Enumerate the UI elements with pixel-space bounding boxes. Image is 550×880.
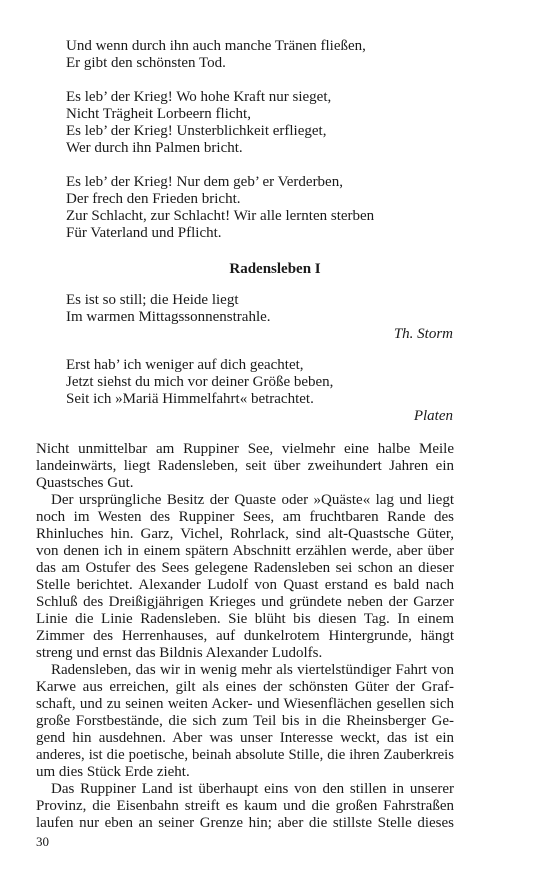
verse-line: Und wenn durch ihn auch manche Tränen fließen, xyxy=(66,38,366,54)
paragraph-line: Zimmer des Herrenhauses, auf dunkelrotem Hintergrunde, hängt xyxy=(36,628,454,644)
verse-line: Es leb’ der Krieg! Nur dem geb’ er Verderben, xyxy=(66,174,343,190)
epigraph-line: Jetzt siehst du mich vor deiner Größe beben, xyxy=(66,374,334,390)
paragraph-line: Schluß des Dreißigjährigen Krieges und gründete neben der Garzer xyxy=(36,594,454,610)
paragraph-line: streng und ernst das Bildnis Alexander Ludolfs. xyxy=(36,645,323,661)
paragraph-line: Der ursprüngliche Besitz der Quaste oder »Quäste« lag und liegt xyxy=(36,492,454,508)
verse-line: Zur Schlacht, zur Schlacht! Wir alle lernten sterben xyxy=(66,208,375,224)
paragraph-line: gend hin ausdehnen. Aber was unser Interesse weckt, das ist ein xyxy=(36,730,454,746)
paragraph-line: anderes, ist die poetische, beinah absolute Stille, die ihren Zauberkreis xyxy=(36,747,454,763)
paragraph-line: Rhinluches hin. Garz, Vichel, Rohrlack, sind alt-Quastsche Güter, xyxy=(36,526,454,542)
paragraph-line: das am Ostufer des Sees gelegene Radensleben sei schon an dieser xyxy=(36,560,454,576)
paragraph-line: laufen nur eben an seiner Grenze hin; aber die stillste Stelle dieses xyxy=(36,815,454,831)
epigraph-line: Seit ich »Mariä Himmelfahrt« betrachtet. xyxy=(66,391,314,407)
section-title: Radensleben I xyxy=(229,261,321,277)
verse-line: Der frech den Frieden bricht. xyxy=(66,191,241,207)
paragraph-line: landeinwärts, liegt Radensleben, seit über zweihundert Jahren ein xyxy=(36,458,454,474)
paragraph-line: um dies Stück Erde zieht. xyxy=(36,764,190,780)
paragraph-line: Karwe aus erreichen, gilt als eines der schönsten Güter der Graf- xyxy=(36,679,454,695)
verse-line: Er gibt den schönsten Tod. xyxy=(66,55,226,71)
verse-line: Für Vaterland und Pflicht. xyxy=(66,225,222,241)
verse-line: Es leb’ der Krieg! Wo hohe Kraft nur sieget, xyxy=(66,89,332,105)
page-number: 30 xyxy=(36,834,49,849)
verse-line: Wer durch ihn Palmen bricht. xyxy=(66,140,243,156)
epigraph-line: Im warmen Mittagssonnenstrahle. xyxy=(66,309,271,325)
paragraph-line: Stelle berichtet. Alexander Ludolf von Quast erstand es bald nach xyxy=(36,577,454,593)
paragraph-line: von denen ich in einem spätern Abschnitt erzählen werde, aber über xyxy=(36,543,454,559)
paragraph-line: Quastsches Gut. xyxy=(36,475,134,491)
paragraph-line: schaft, und zu seinen weiten Acker- und Wiesenflächen gesellen sich xyxy=(36,696,454,712)
paragraph-line: große Forstbestände, die sich zum Teil bis in die Rheinsberger Ge- xyxy=(36,713,454,729)
verse-line: Nicht Trägheit Lorbeern flicht, xyxy=(66,106,251,122)
epigraph-line: Es ist so still; die Heide liegt xyxy=(66,292,239,308)
paragraph-line: Linie die Linie Radensleben. Sie blüht bis diesen Tag. In einem xyxy=(36,611,454,627)
paragraph-line: Nicht unmittelbar am Ruppiner See, vielmehr eine halbe Meile xyxy=(36,441,454,457)
epigraph-author: Platen xyxy=(413,408,453,424)
epigraph-author: Th. Storm xyxy=(393,326,453,342)
verse-line: Es leb’ der Krieg! Unsterblichkeit erflieget, xyxy=(66,123,327,139)
paragraph-line: Das Ruppiner Land ist überhaupt eins von den stillen in unserer xyxy=(36,781,454,797)
paragraph-line: Provinz, die Eisenbahn streift es kaum und die großen Fahrstraßen xyxy=(36,798,454,814)
paragraph-line: noch im Westen des Ruppiner Sees, am fruchtbaren Rande des xyxy=(36,509,454,525)
paragraph-line: Radensleben, das wir in wenig mehr als viertelstündiger Fahrt von xyxy=(36,662,454,678)
epigraph-line: Erst hab’ ich weniger auf dich geachtet, xyxy=(66,357,304,373)
